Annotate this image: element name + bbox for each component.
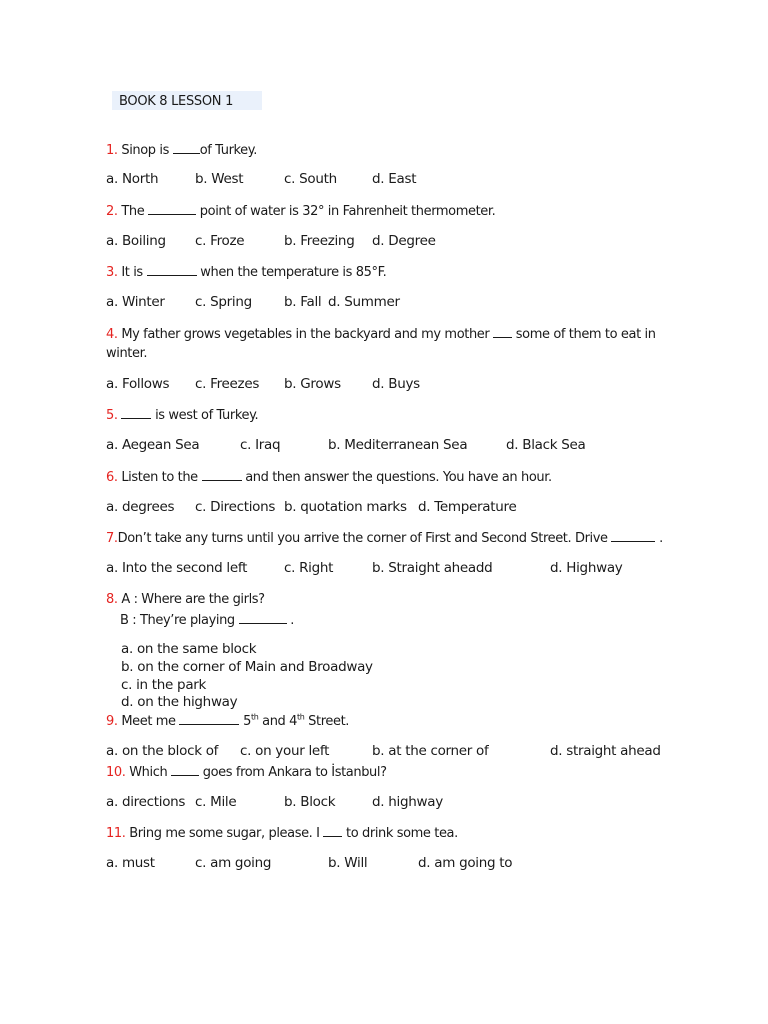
option-6b[interactable]: b. quotation marks xyxy=(284,499,407,515)
option-1d[interactable]: d. East xyxy=(372,171,417,187)
question-8-line-2: B : They’re playing . xyxy=(120,613,294,628)
option-3c[interactable]: c. Spring xyxy=(195,294,252,310)
option-8d[interactable]: d. on the highway xyxy=(121,694,238,710)
answer-blank xyxy=(323,826,342,837)
answer-blank xyxy=(611,531,655,542)
option-10a[interactable]: a. directions xyxy=(106,794,186,810)
answer-blank xyxy=(202,470,242,481)
option-6a[interactable]: a. degrees xyxy=(106,499,175,515)
option-10b[interactable]: b. Block xyxy=(284,794,336,810)
option-7a[interactable]: a. Into the second left xyxy=(106,560,248,576)
option-5c[interactable]: c. Iraq xyxy=(240,437,281,453)
option-6c[interactable]: c. Directions xyxy=(195,499,276,515)
answer-blank xyxy=(493,327,512,338)
option-4d[interactable]: d. Buys xyxy=(372,376,420,392)
option-8a[interactable]: a. on the same block xyxy=(121,641,257,657)
option-4a[interactable]: a. Follows xyxy=(106,376,170,392)
option-11d[interactable]: d. am going to xyxy=(418,855,513,871)
option-3a[interactable]: a. Winter xyxy=(106,294,165,310)
option-1a[interactable]: a. North xyxy=(106,171,159,187)
option-3b[interactable]: b. Fall xyxy=(284,294,322,310)
option-9d[interactable]: d. straight ahead xyxy=(550,743,661,759)
option-11a[interactable]: a. must xyxy=(106,855,155,871)
option-7c[interactable]: c. Right xyxy=(284,560,334,576)
option-2c[interactable]: c. Froze xyxy=(195,233,245,249)
option-7b[interactable]: b. Straight aheadd xyxy=(372,560,493,576)
question-7: 7.Don’t take any turns until you arrive the corner of First and Second Street. Drive . xyxy=(106,531,663,546)
option-4c[interactable]: c. Freezes xyxy=(195,376,260,392)
question-4-continued: winter. xyxy=(106,346,148,361)
lesson-header xyxy=(112,91,262,110)
answer-blank xyxy=(173,143,200,154)
question-6: 6. Listen to the and then answer the questions. You have an hour. xyxy=(106,470,552,485)
question-3: 3. It is when the temperature is 85°F. xyxy=(106,265,387,280)
option-1c[interactable]: c. South xyxy=(284,171,337,187)
option-1b[interactable]: b. West xyxy=(195,171,244,187)
option-5d[interactable]: d. Black Sea xyxy=(506,437,586,453)
question-8: 8. A : Where are the girls? xyxy=(106,592,265,607)
answer-blank xyxy=(171,765,199,776)
option-6d[interactable]: d. Temperature xyxy=(418,499,517,515)
question-5: 5. is west of Turkey. xyxy=(106,408,259,423)
answer-blank xyxy=(179,714,239,725)
option-2d[interactable]: d. Degree xyxy=(372,233,436,249)
option-11c[interactable]: c. am going xyxy=(195,855,272,871)
answer-blank xyxy=(147,265,197,276)
option-2a[interactable]: a. Boiling xyxy=(106,233,166,249)
question-11: 11. Bring me some sugar, please. I to drink some tea. xyxy=(106,826,458,841)
option-5b[interactable]: b. Mediterranean Sea xyxy=(328,437,468,453)
answer-blank xyxy=(121,408,151,419)
option-8c[interactable]: c. in the park xyxy=(121,677,207,693)
option-9b[interactable]: b. at the corner of xyxy=(372,743,489,759)
option-2b[interactable]: b. Freezing xyxy=(284,233,355,249)
option-10c[interactable]: c. Mile xyxy=(195,794,237,810)
option-3d[interactable]: d. Summer xyxy=(328,294,400,310)
lesson-title: BOOK 8 LESSON 1 xyxy=(119,94,234,109)
option-7d[interactable]: d. Highway xyxy=(550,560,623,576)
option-9a[interactable]: a. on the block of xyxy=(106,743,219,759)
option-4b[interactable]: b. Grows xyxy=(284,376,341,392)
option-8b[interactable]: b. on the corner of Main and Broadway xyxy=(121,659,373,675)
question-10: 10. Which goes from Ankara to İstanbul? xyxy=(106,765,387,780)
question-2: 2. The point of water is 32° in Fahrenheit thermometer. xyxy=(106,204,496,219)
answer-blank xyxy=(239,613,287,624)
answer-blank xyxy=(148,204,196,215)
option-10d[interactable]: d. highway xyxy=(372,794,443,810)
question-1: 1. Sinop is of Turkey. xyxy=(106,143,257,158)
option-5a[interactable]: a. Aegean Sea xyxy=(106,437,200,453)
question-4: 4. My father grows vegetables in the backyard and my mother some of them to eat in xyxy=(106,327,656,342)
question-9: 9. Meet me 5th and 4th Street. xyxy=(106,712,350,729)
option-9c[interactable]: c. on your left xyxy=(240,743,330,759)
option-11b[interactable]: b. Will xyxy=(328,855,368,871)
